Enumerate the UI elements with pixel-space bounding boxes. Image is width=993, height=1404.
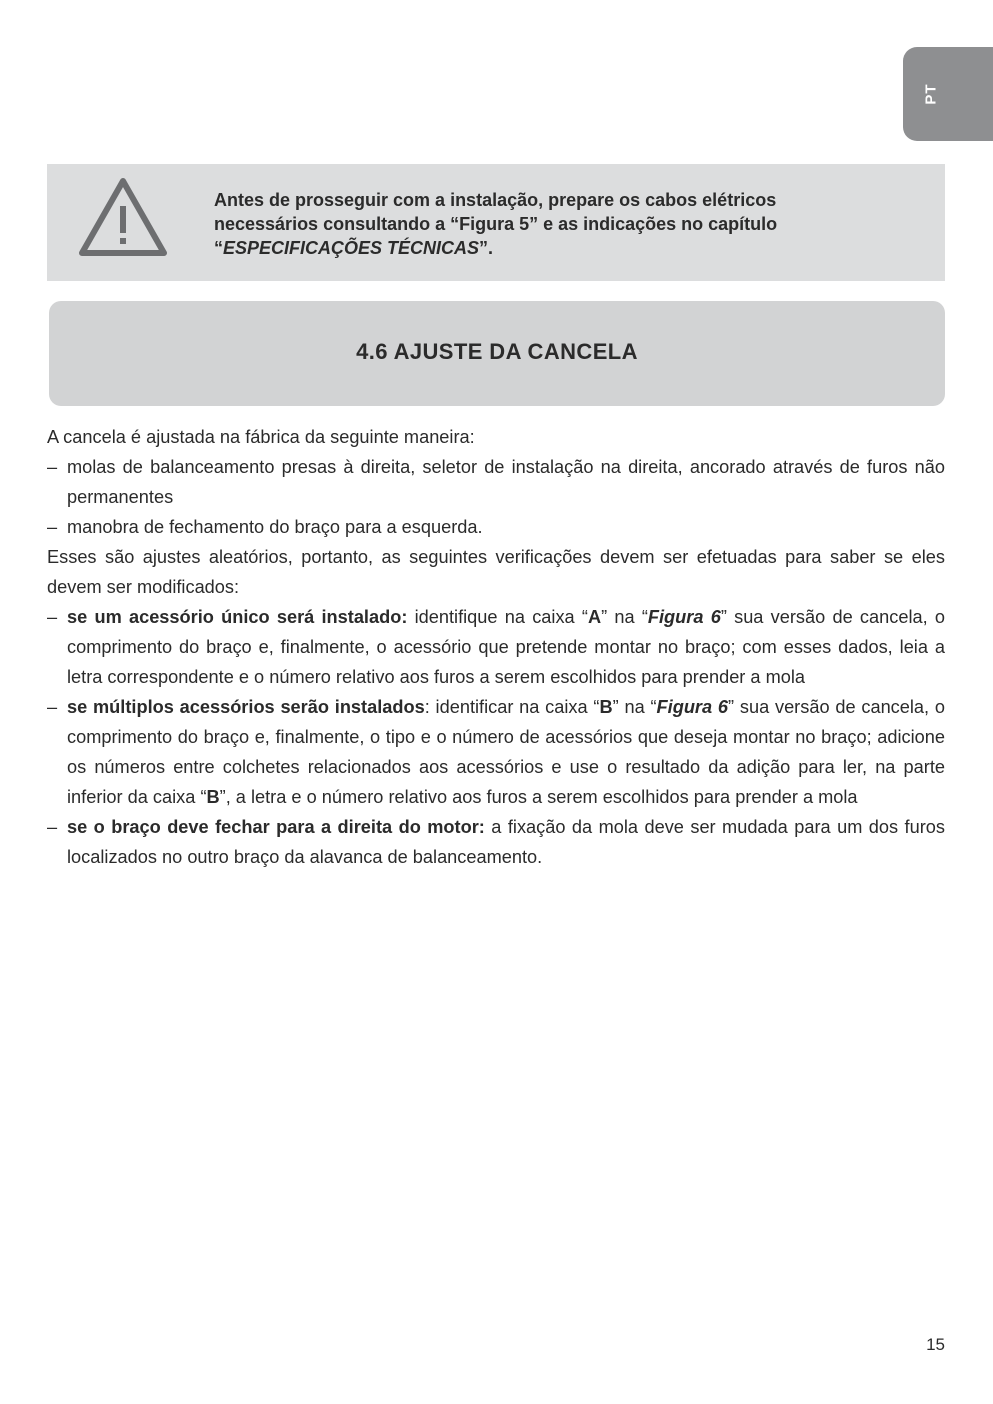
item-text: ”, a letra e o número relativo aos furos a serem escolhidos para prender a mola (219, 787, 858, 807)
section-title: 4.6 AJUSTE DA CANCELA (356, 339, 638, 364)
dash-bullet: – (47, 517, 58, 537)
section-header (49, 301, 945, 406)
list-item-text: molas de balanceamento presas à direita, seletor de instalação na direita, ancorado através de furos não permanentes (67, 457, 945, 507)
figure-reference: Figura 6 (656, 697, 729, 717)
box-letter: B (206, 787, 220, 807)
box-letter: B (599, 697, 613, 717)
warning-box (47, 164, 945, 281)
dash-bullet: – (47, 457, 58, 477)
item-text: a fixação da mola deve ser mudada para um dos furos localizados no outro braço da alavanca de balanceamento. (67, 817, 945, 867)
warning-line-3 (214, 236, 920, 260)
language-label: PT (922, 83, 940, 105)
quote-close: ”. (479, 238, 494, 258)
box-letter: A (587, 607, 602, 627)
chapter-reference: ESPECIFICAÇÕES TÉCNICAS (223, 238, 480, 258)
list-item-text: manobra de fechamento do braço para a esquerda. (67, 517, 483, 537)
dash-bullet: – (47, 697, 58, 717)
list-item (47, 452, 945, 512)
list-item-multiple-accessories (47, 692, 945, 812)
dash-bullet: – (47, 817, 58, 837)
item-text: ” na “ (601, 607, 648, 627)
dash-bullet: – (47, 607, 58, 627)
warning-triangle-icon (77, 176, 169, 258)
figure-reference: Figura 6 (647, 607, 721, 627)
list-item-single-accessory (47, 602, 945, 692)
warning-line-2: necessários consultando a “Figura 5” e as indicações no capítulo (214, 214, 778, 234)
warning-text (214, 188, 920, 260)
language-tab (903, 47, 993, 141)
quote-open: “ (214, 238, 223, 258)
warning-line-1: Antes de prosseguir com a instalação, prepare os cabos elétricos (214, 190, 777, 210)
item-text: ” sua versão de cancela, o comprimento do braço e, finalmente, o acessório que pretende montar no braço; com esses dados, leia a letra correspondente e o número relativo aos furos a serem escolhidos para prender a mola (67, 607, 945, 687)
paragraph: Esses são ajustes aleatórios, portanto, as seguintes verificações devem ser efetuadas para saber se eles devem ser modificados: (47, 547, 945, 597)
item-heading: se o braço deve fechar para a direita do motor: (67, 817, 485, 837)
item-text: ” na “ (612, 697, 657, 717)
list-item (47, 512, 945, 542)
item-heading: se um acessório único será instalado: (67, 607, 408, 627)
body-text (47, 422, 945, 872)
item-text: ” sua versão de cancela, o comprimento do braço e, finalmente, o tipo e o número de acessórios que deseja montar no braço; adicione os números entre colchetes relacionados aos acessórios e use o resultado da adição para ler, na parte inferior da caixa “ (67, 697, 945, 807)
list-item-arm-right (47, 812, 945, 872)
item-heading: se múltiplos acessórios serão instalados (67, 697, 425, 717)
item-text: : identificar na caixa “ (424, 697, 600, 717)
page-number: 15 (926, 1335, 945, 1354)
item-text: identifique na caixa “ (407, 607, 588, 627)
intro-paragraph: A cancela é ajustada na fábrica da seguinte maneira: (47, 427, 475, 447)
